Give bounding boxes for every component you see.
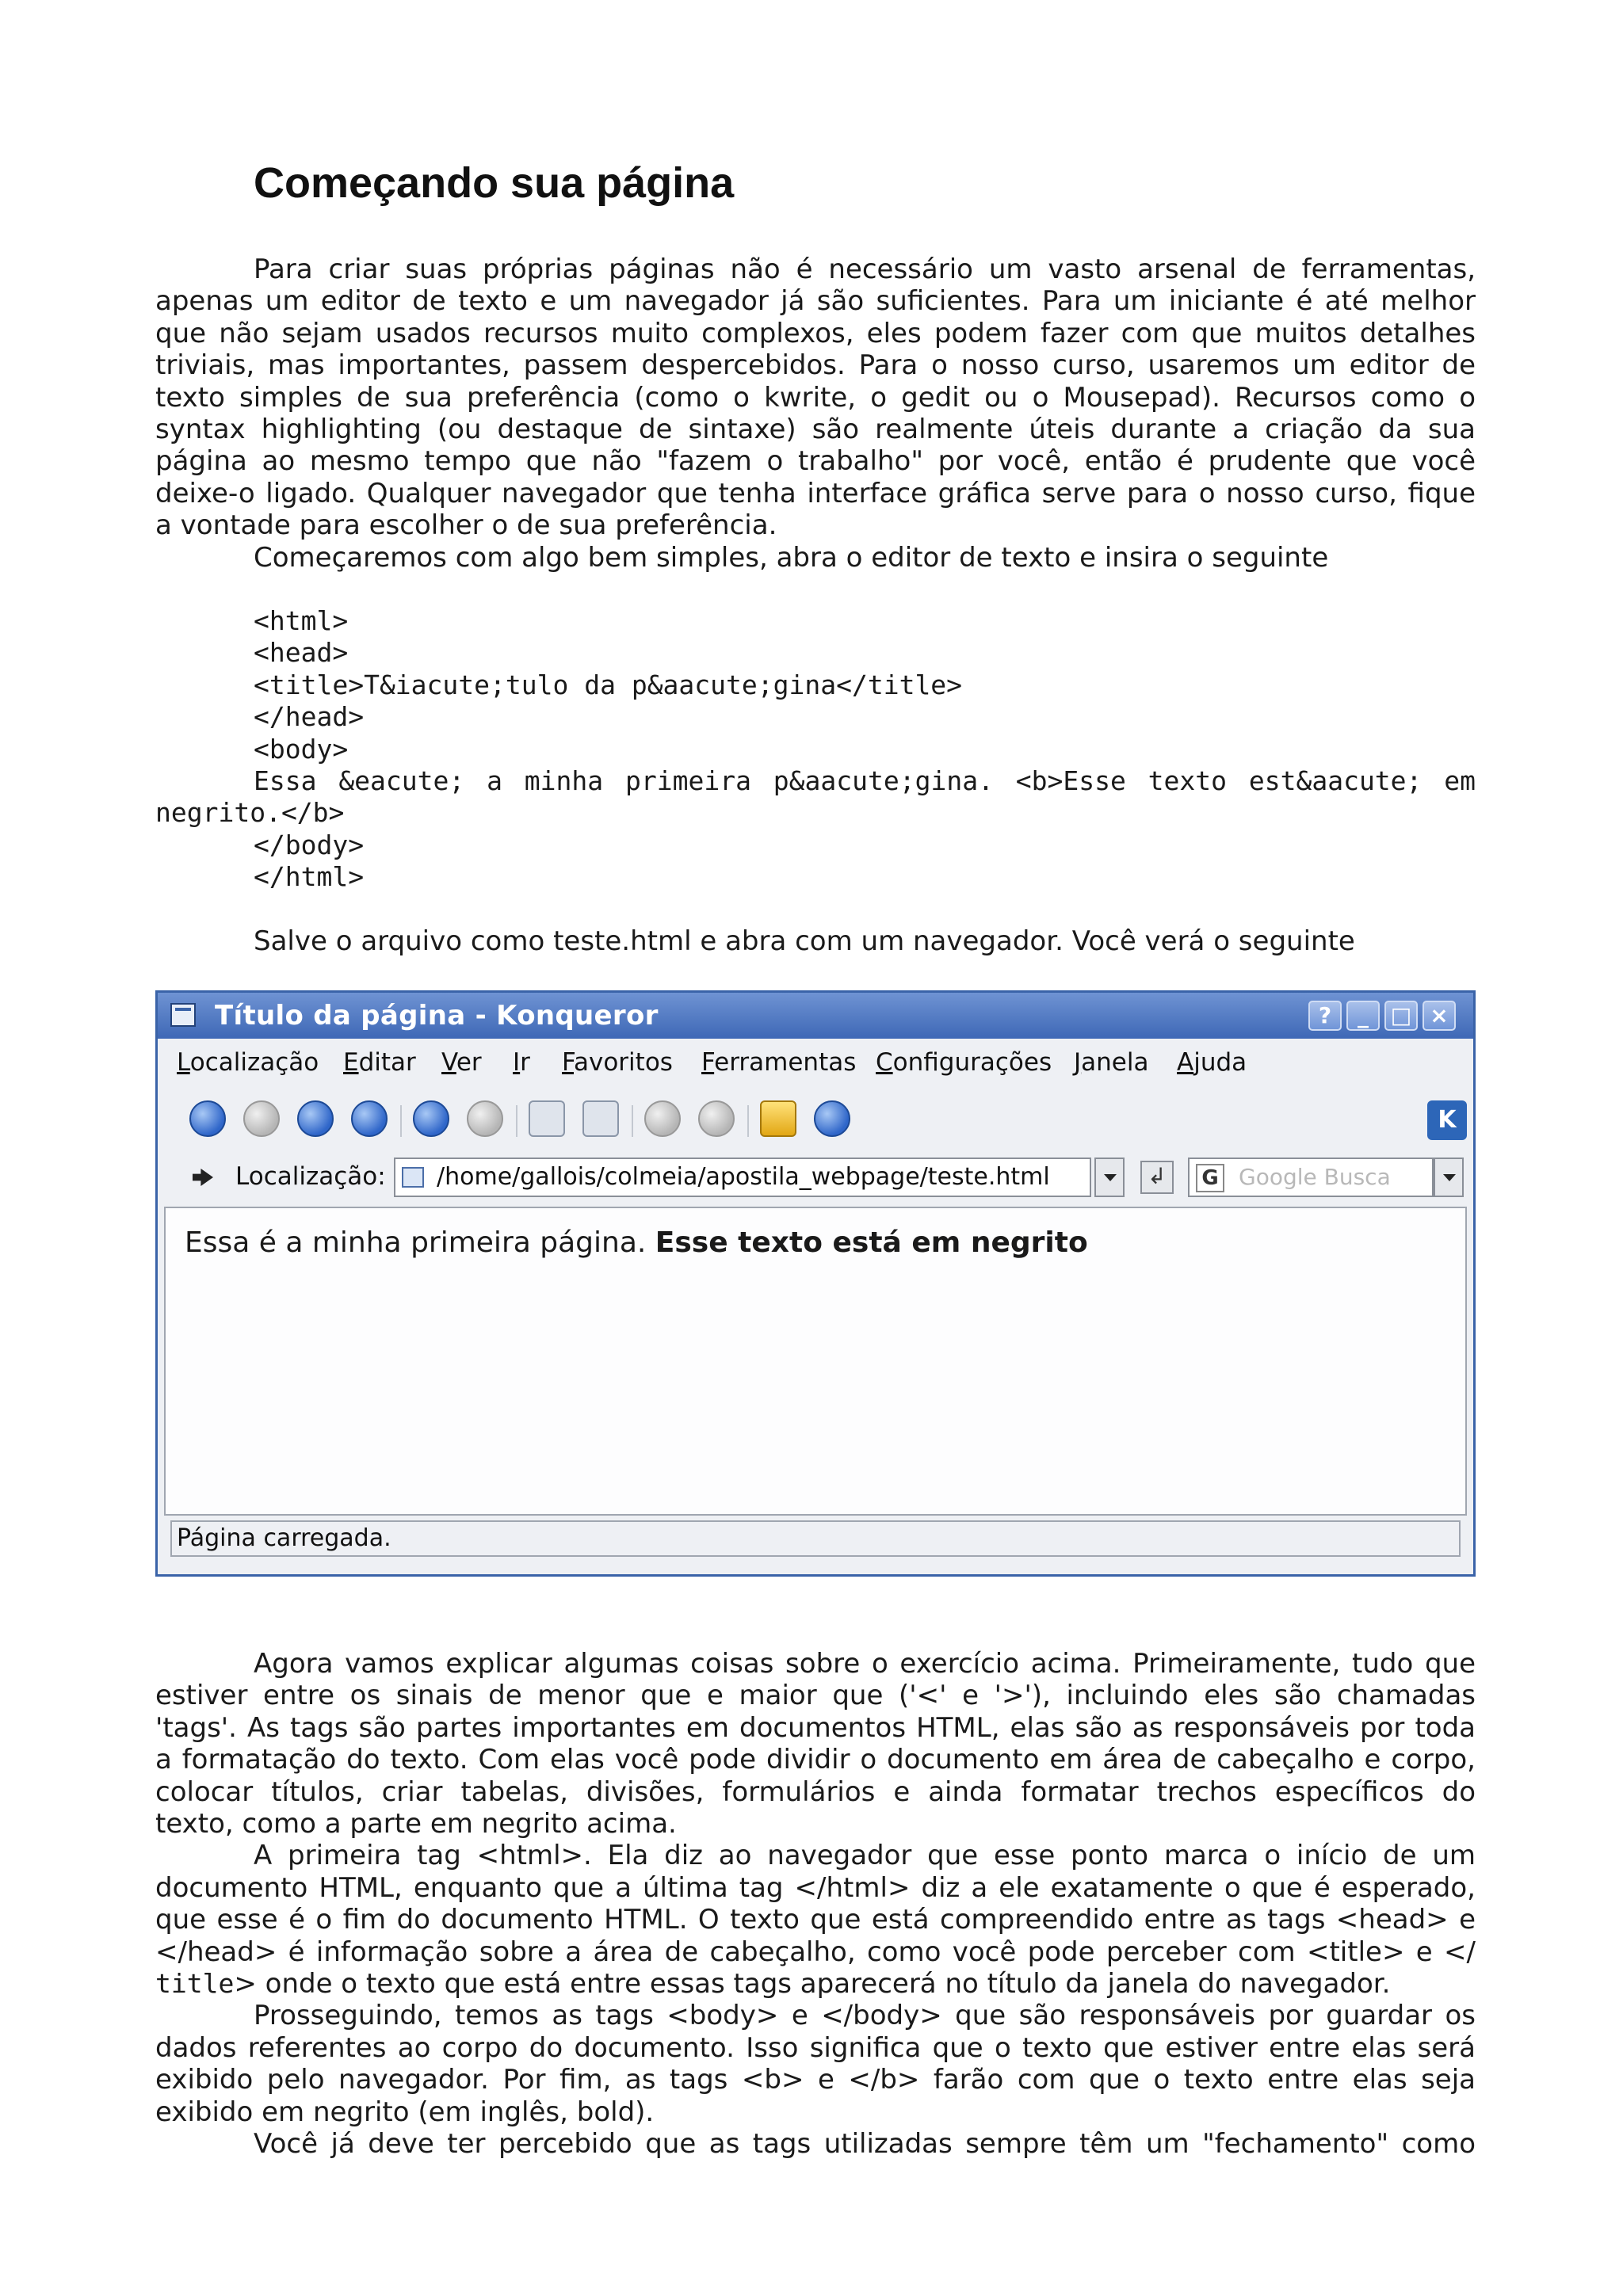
code-line: </body> (254, 829, 365, 860)
menu-ir[interactable]: Ir (513, 1048, 530, 1077)
url-input[interactable] (394, 1158, 1091, 1197)
paragraph-line: texto, como a parte em negrito acima. (155, 1808, 677, 1840)
paragraph-line: que esse é o fim do documento HTML. O texto que está compreendido entre as tags <head> e (155, 1904, 1476, 1936)
code-line: </head> (254, 701, 365, 733)
rendered-normal-text: Essa é a minha primeira página. (185, 1226, 655, 1259)
paragraph-line: </head> é informação sobre a área de cabeçalho, como você pode perceber com <title> e </ (155, 1936, 1476, 1968)
search-placeholder: Google Busca (1239, 1164, 1391, 1190)
intro-line: a vontade para escolher o de sua preferência. (155, 509, 777, 542)
rendered-page-text (185, 1226, 1088, 1261)
mono-fragment: title (155, 1968, 235, 2000)
search-input[interactable] (1188, 1158, 1434, 1197)
toolbar-separator (400, 1105, 402, 1137)
help-button[interactable]: ? (1308, 1001, 1342, 1031)
intro-line: syntax highlighting (ou destaque de sintaxe) são realmente úteis durante a criação da sua (155, 414, 1476, 446)
location-label: Localização: (235, 1162, 386, 1191)
location-bar (158, 1151, 1473, 1203)
code-line: </html> (254, 861, 365, 893)
intro-line: texto simples de sua preferência (como o kwrite, o gedit ou o Mousepad). Recursos como o (155, 381, 1476, 414)
menu-editar[interactable]: Editar (343, 1048, 416, 1077)
window-title: Título da página - Konqueror (215, 1000, 659, 1032)
window-titlebar (158, 993, 1473, 1039)
paragraph-line: exibido em negrito (em inglês, bold). (155, 2096, 655, 2128)
page-title: Começando sua página (254, 159, 735, 207)
paragraph-line: Você já deve ter percebido que as tags utilizadas sempre têm um "fechamento" como (254, 2128, 1476, 2161)
rendered-bold-text: Esse texto está em negrito (655, 1226, 1088, 1259)
paragraph-line: colocar títulos, criar tabelas, divisões, formulários e ainda formatar trechos específicos do (155, 1775, 1476, 1808)
menu-janela[interactable]: Janela (1074, 1048, 1149, 1077)
paragraph-line: 'tags'. As tags são partes importantes em documentos HTML, elas são as responsáveis por toda (155, 1711, 1476, 1744)
menu-favoritos[interactable]: Favoritos (562, 1048, 673, 1077)
toolbar-separator (516, 1105, 517, 1137)
intro-line-2: Começaremos com algo bem simples, abra o editor de texto e insira o seguinte (254, 541, 1329, 574)
status-bar: Página carregada. (170, 1520, 1461, 1557)
code-line: negrito.</b> (155, 797, 345, 829)
download-icon[interactable] (814, 1100, 850, 1137)
paragraph-line (155, 1968, 1476, 2000)
intro-line: apenas um editor de texto e um navegador já são suficientes. Para um iniciante é até melhor (155, 285, 1476, 318)
menu-ajuda[interactable]: Ajuda (1177, 1048, 1247, 1077)
paragraph-line: documento HTML, enquanto que a última tag </html> diz a ele exatamente o que é esperado, (155, 1871, 1476, 1904)
code-line: <head> (254, 637, 349, 669)
zoom-out-icon[interactable] (698, 1100, 735, 1137)
print-icon[interactable] (529, 1100, 565, 1137)
menu-bar (158, 1039, 1473, 1086)
code-line: Essa &eacute; a minha primeira p&aacute;gina. <b>Esse texto est&aacute; em (254, 765, 1476, 797)
page-favicon-icon (402, 1167, 424, 1188)
go-button[interactable]: ↲ (1140, 1161, 1174, 1194)
code-line: <html> (254, 605, 349, 636)
toolbar-separator (632, 1105, 633, 1137)
url-history-dropdown[interactable] (1094, 1158, 1125, 1197)
paragraph-line: dados referentes ao corpo do documento. Isso significa que o texto que estiver entre elas será (155, 2031, 1476, 2064)
page-viewport[interactable] (164, 1207, 1467, 1516)
intro-paragraph (155, 254, 1476, 574)
intro-line: triviais, mas importantes, passem despercebidos. Para o nosso curso, usaremos um editor de (155, 349, 1476, 382)
find-icon[interactable] (582, 1100, 619, 1137)
paragraph-line: Prosseguindo, temos as tags <body> e </body> que são responsáveis por guardar os (254, 2000, 1476, 2032)
reload-icon[interactable] (413, 1100, 449, 1137)
toolbar-separator (747, 1105, 749, 1137)
forward-icon[interactable] (243, 1100, 280, 1137)
zoom-in-icon[interactable] (644, 1100, 681, 1137)
menu-ver[interactable]: Ver (441, 1048, 482, 1077)
line-rest: > onde o texto que está entre essas tags aparecerá no título da janela do navegador. (234, 1968, 1391, 2000)
kde-logo-icon: K (1427, 1100, 1467, 1140)
paragraph-line: Agora vamos explicar algumas coisas sobre o exercício acima. Primeiramente, tudo que (254, 1648, 1476, 1680)
intro-line: que não sejam usados recursos muito complexos, eles podem fazer com que muitos detalhes (155, 317, 1476, 349)
stop-icon[interactable] (467, 1100, 503, 1137)
paragraph-line: a formatação do texto. Com elas você pode dividir o documento em área de cabeçalho e corpo, (155, 1744, 1476, 1776)
lock-icon[interactable] (760, 1100, 796, 1137)
main-toolbar (158, 1088, 1473, 1151)
tags-explanation-paragraph (155, 1648, 1476, 2161)
up-icon[interactable] (297, 1100, 334, 1137)
code-block (155, 605, 1476, 894)
menu-localizacao[interactable]: Localização (177, 1048, 319, 1077)
browser-window (155, 990, 1476, 1577)
code-line: <body> (254, 733, 349, 765)
home-icon[interactable] (351, 1100, 388, 1137)
google-icon: G (1196, 1164, 1224, 1192)
menu-configuracoes[interactable]: Configurações (876, 1048, 1052, 1077)
code-line: <title>T&iacute;tulo da p&aacute;gina</title> (254, 669, 963, 700)
paragraph-line: estiver entre os sinais de menor que e maior que ('<' e '>'), incluindo eles são chamadas (155, 1680, 1476, 1712)
menu-ferramentas[interactable]: Ferramentas (701, 1048, 857, 1077)
back-icon[interactable] (189, 1100, 226, 1137)
save-instruction: Salve o arquivo como teste.html e abra com um navegador. Você verá o seguinte (254, 925, 1355, 957)
close-button[interactable]: × (1423, 1001, 1456, 1031)
konqueror-app-icon (170, 1003, 196, 1027)
search-engine-dropdown[interactable] (1434, 1158, 1464, 1197)
minimize-button[interactable]: _ (1346, 1001, 1380, 1031)
clear-location-icon[interactable] (193, 1169, 213, 1186)
intro-line: deixe-o ligado. Qualquer navegador que tenha interface gráfica serve para o nosso curso, fique (155, 477, 1476, 509)
intro-line: Para criar suas próprias páginas não é necessário um vasto arsenal de ferramentas, (254, 254, 1476, 285)
paragraph-line: A primeira tag <html>. Ela diz ao navegador que esse ponto marca o início de um (254, 1840, 1476, 1872)
maximize-button[interactable]: □ (1384, 1001, 1418, 1031)
intro-line: página ao mesmo tempo que não "fazem o trabalho" por você, então é prudente que você (155, 445, 1476, 478)
url-text: /home/gallois/colmeia/apostila_webpage/teste.html (437, 1163, 1050, 1191)
paragraph-line: exibido pelo navegador. Por fim, as tags <b> e </b> farão com que o texto entre elas seja (155, 2064, 1476, 2096)
